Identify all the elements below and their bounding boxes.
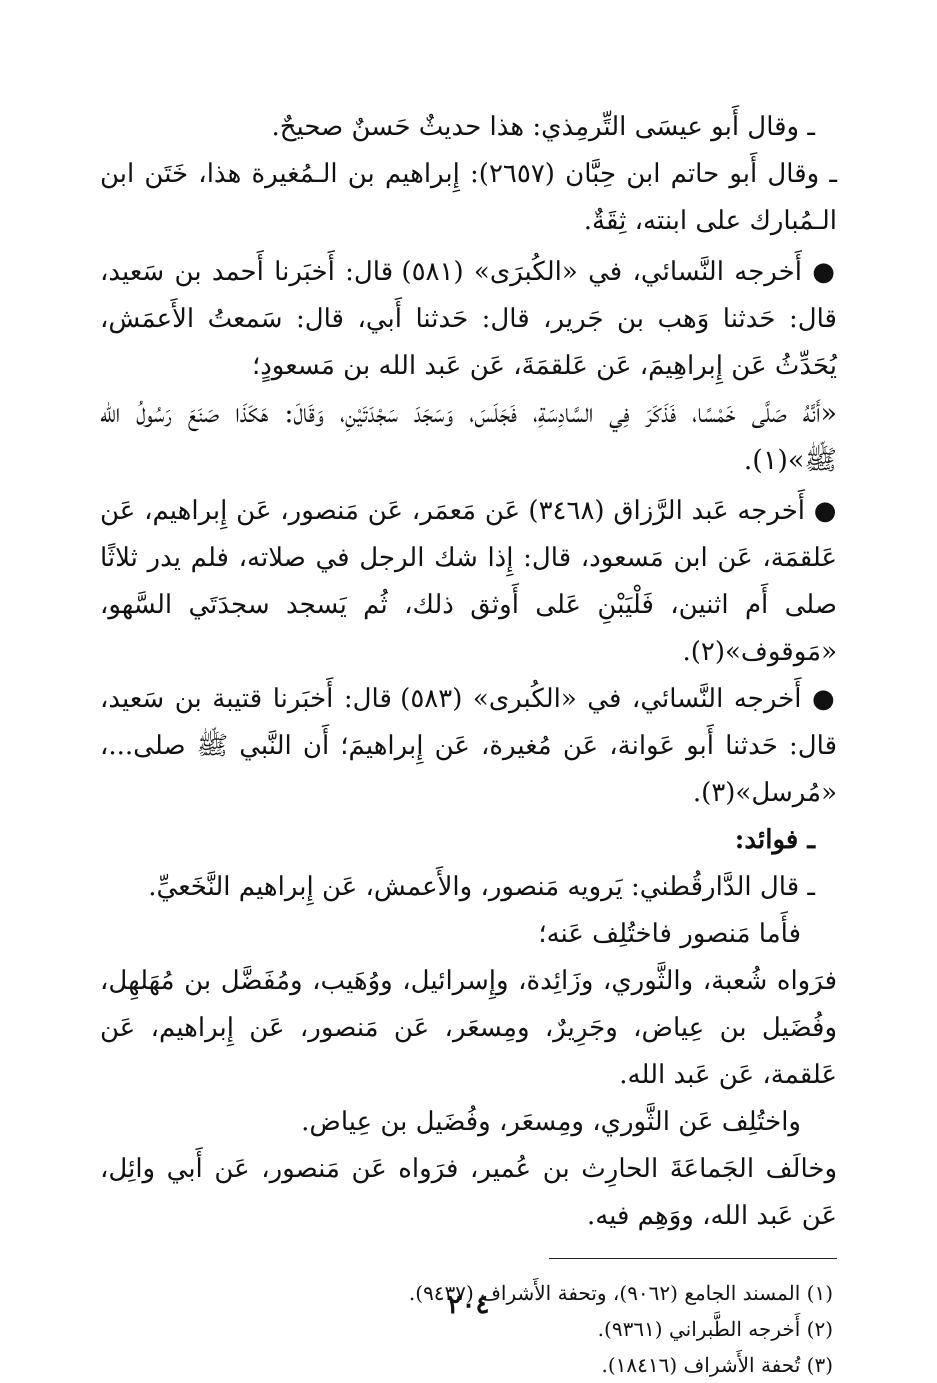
tirmidhi-remark: ـ وقال أَبو عيسَى التِّرمِذي: هذا حديثٌ حَسنٌ صحيحٌ. xyxy=(271,112,815,142)
footnote-1: (١) المسند الجامع (٩٠٦٢)، وتحفة الأَشراف (٩٤٣٧). xyxy=(408,1281,833,1305)
nasai-kubra-583: ● أَخرجه النَّسائي، في «الكُبرى» (٥٨٣) قال: أَخبَرنا قتيبة بن سَعيد، قال: حَدثنا أَبو عَوانة، عَن مُغيرة، عَن إِبراهيمَ؛ أَن النَّبي ﷺ صلى...، «مُرسل»(٣). xyxy=(100,684,837,808)
ibn-hibban-remark: ـ وقال أَبو حاتم ابن حِبَّان (٢٦٥٧): إِبراهيم بن الـمُغيرة هذا، خَتَن ابن الـمُبارك على ابنته، ثِقَةٌ. xyxy=(100,159,837,236)
abdurrazzaq-3468: ● أَخرجه عَبد الرَّزاق (٣٤٦٨) عَن مَعمَر، عَن مَنصور، عَن إِبراهيم، عَن عَلقمَة، عَن ابن مَسعود، قال: إِذا شك الرجل في صلاته، فلم يدر ثلاثًا صلى أَم اثنين، فَلْيَبْنِ عَلى أَوثق ذلك، ثُم يَسجد سجدَتَي السَّهو، «مَوقوف»(٢). xyxy=(100,496,838,667)
footnote-2: (٢) أَخرجه الطَّبراني (٩٣٦١). xyxy=(597,1317,833,1341)
shuba-narration: فرَواه شُعبة، والثَّوري، وزَائِدة، وإِسرائيل، ووُهَيب، ومُفَضَّل بن مُهَلهِل، وفُضَيل بن عِياض، وجَرِيرٌ، ومِسعَر، عَن مَنصور، عَن إِبراهيم، عَن عَلقمة، عَن عَبد الله. xyxy=(100,966,837,1090)
thawri-disagreement: واختُلِف عَن الثَّوري، ومِسعَر، وفُضَيل بن عِياض. xyxy=(301,1107,801,1137)
footnote-3: (٣) تُحفة الأَشراف (١٨٤١٦). xyxy=(601,1353,833,1377)
harith-narration: وخالَف الجَماعَةَ الحارِث بن عُمير، فرَواه عَن مَنصور، عَن أَبي وائِل، عَن عَبد الله، ووَهِم فيه. xyxy=(100,1154,837,1231)
page-number: ٢٠٤ xyxy=(447,1290,490,1320)
mansur-disagreement: فأَما مَنصور فاختُلِف عَنه؛ xyxy=(538,919,801,949)
nasai-kubra-581: ● أَخرجه النَّسائي، في «الكُبرَى» (٥٨١) قال: أَخبَرنا أَحمد بن سَعيد، قال: حَدثنا وَهب بن جَرير، قال: حَدثنا أَبي، قال: سَمعتُ الأَعمَش، يُحَدِّثُ عَن إِبراهِيمَ، عَن عَلقمَةَ، عَن عَبد الله بن مَسعودٍ؛ xyxy=(100,257,837,381)
daraqutni-remark: ـ قال الدَّارقُطني: يَرويه مَنصور، والأَعمش، عَن إِبراهيم النَّخَعيِّ. xyxy=(148,872,815,902)
fawaid-heading: ـ فوائد: xyxy=(734,825,815,855)
main-text xyxy=(100,104,837,1240)
hadith-text: «أَنَّهُ صَلَّى خَمْسًا، فَذَكَرَ فِي السَّادِسَةِ، فَجَلَسَ، وَسَجَدَ سَجْدَتَيْنِ، وَقَالَ: هَكَذَا صَنَعَ رَسُولُ الله ﷺ»(١). xyxy=(100,398,837,476)
footnote-separator xyxy=(549,1258,837,1259)
